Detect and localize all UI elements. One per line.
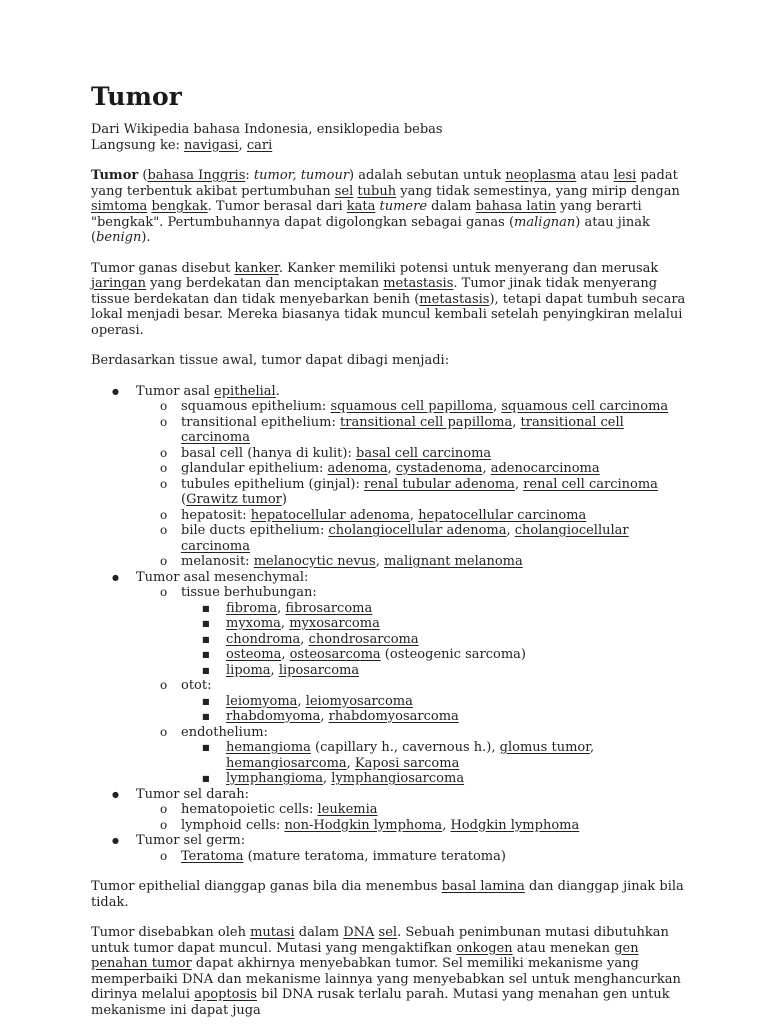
sub-sub-list-item [181,632,691,648]
list-item [91,384,691,570]
tumor-classification-list [91,384,691,865]
wiki-link[interactable]: cholangiocellular adenoma [328,523,507,538]
wiki-link[interactable]: transitional cell carcinoma [181,414,624,445]
wiki-link[interactable]: kata [346,199,376,214]
wiki-link[interactable]: rhabdomyoma [226,709,321,724]
text-run: bil DNA rusak terlalu parah. Mutasi yang menahan gen untuk mekanisme ini dapat juga [91,987,670,1018]
wiki-link[interactable]: lymphangioma [226,771,324,786]
article [91,82,691,1018]
text-run: , [346,755,355,771]
text-run: hematopoietic cells: [181,802,318,817]
navigation-link[interactable]: navigasi [184,137,239,153]
nested-list [136,585,691,787]
sub-list-item [136,508,691,524]
intro-paragraph [91,168,691,246]
epithelial-paragraph [91,879,691,910]
text-run: ). [141,230,151,245]
text-run: , [590,740,595,755]
sub-list-item [136,461,691,477]
nested-list [136,849,691,865]
nested-list [136,399,691,570]
sub-sub-list-item [181,616,691,632]
wiki-link[interactable]: non-Hodgkin lymphoma [284,817,443,833]
wiki-link[interactable]: onkogen [456,940,513,956]
text-run: , [375,554,384,569]
sub-sub-list-item [181,771,691,787]
wiki-link[interactable]: bengkak [151,199,208,214]
nested-list [181,601,691,679]
wiki-link[interactable]: leukemia [317,802,378,817]
text-run: basal cell (hanya di kulit): [181,445,356,461]
sub-sub-list-item [181,694,691,710]
wiki-link[interactable]: squamous cell papilloma [330,399,494,414]
sub-list-item [136,725,691,787]
wiki-link[interactable]: neoplasma [505,168,577,183]
text-run: lymphoid cells: [181,817,285,833]
sub-list-item [136,523,691,554]
text-run: , [280,616,290,631]
wiki-link[interactable]: sel [334,183,354,199]
italic-term: tumor, tumour [253,168,350,183]
nested-list [136,802,691,833]
text-run: ), tetapi dapat tumbuh secara lokal menjadi besar. Mereka biasanya tidak muncul kembali setelah penyingkiran melalui operasi. [91,291,686,338]
text-run: Tumor epithelial dianggap ganas bila dia menembus [91,879,442,894]
text-run: ( [181,492,187,507]
wiki-link[interactable]: lymphangiosarcoma [331,771,465,786]
text-run: melanosit: [181,554,254,569]
text-run: yang berarti "bengkak". Pertumbuhannya dapat digolongkan sebagai ganas ( [91,199,642,230]
text-run: : [245,168,254,183]
jump-label: Langsung ke: [91,137,185,153]
wiki-link[interactable]: kanker [234,260,279,276]
wiki-link[interactable]: basal lamina [441,879,525,894]
wiki-link[interactable]: jaringan [91,276,146,291]
text-run: , [387,461,396,476]
wiki-link[interactable]: squamous cell carcinoma [501,399,669,414]
nested-list [181,694,691,725]
text-run: Tumor sel darah: [136,786,249,802]
text-run: Tumor disebabkan oleh [91,925,251,940]
wiki-link[interactable]: tubuh [357,183,397,199]
text-run: Tumor asal mesenchymal: [136,569,309,585]
text-run: ) adalah sebutan untuk [349,168,506,183]
text-run: Tumor sel germ: [136,833,246,848]
page-title: Tumor [91,82,182,111]
wiki-link[interactable]: hepatocellular carcinoma [418,507,587,523]
wiki-link[interactable]: mutasi [250,925,295,940]
text-run: yang tidak semestinya, yang mirip dengan [396,183,680,199]
wiki-link[interactable]: Kaposi sarcoma [354,755,460,771]
sub-list-item [136,818,691,834]
italic-term: tumere [379,199,428,214]
nested-list [181,740,691,787]
wiki-link[interactable]: adenocarcinoma [490,461,600,476]
wiki-link[interactable]: Grawitz tumor [186,492,282,507]
wiki-link[interactable]: liposarcoma [278,662,360,678]
search-link[interactable]: cari [246,137,273,153]
text-run: . [275,383,280,399]
wiki-link[interactable]: sel [378,925,398,940]
text-run: squamous epithelium: [181,399,331,414]
sub-list-item [136,415,691,446]
text-run: . Tumor jinak tidak menyerang tissue berdekatan dan tidak menyebarkan benih ( [91,276,658,307]
wiki-link[interactable]: metastasis [383,276,454,291]
wiki-link[interactable]: rhabdomyosarcoma [328,709,459,724]
text-run: transitional epithelium: [181,414,341,430]
wiki-link[interactable]: hemangiosarcoma [226,755,347,771]
text-run: tissue berhubungan: [181,585,317,600]
text-run: , [493,399,502,414]
sub-sub-list-item [181,663,691,679]
classification-intro [91,353,691,369]
wiki-link[interactable]: chondrosarcoma [308,631,419,647]
text-run: glandular epithelium: [181,461,328,476]
wiki-link[interactable]: hemangioma [226,740,311,755]
text-run: otot: [181,678,212,693]
text-run: , [512,414,521,430]
text-run: , [323,771,332,786]
sub-list-item [136,477,691,508]
jump-separator: , [238,137,247,153]
text-run: ) atau jinak ( [91,214,650,245]
text-run: yang berdekatan dan menciptakan [145,276,384,291]
wiki-link[interactable]: metastasis [419,291,490,307]
text-run: , [320,709,329,724]
wiki-link[interactable]: Hodgkin lymphoma [450,817,580,833]
wiki-link[interactable]: osteoma [226,647,282,662]
wiki-link[interactable]: leiomyosarcoma [305,693,413,709]
sub-list-item [136,446,691,462]
italic-term: malignan [514,214,576,230]
malignant-paragraph [91,261,691,339]
sub-list-item [136,802,691,818]
text-run: . Kanker memiliki potensi untuk menyerang dan merusak [278,260,659,276]
wiki-link[interactable]: Teratoma [181,848,244,864]
jump-links [91,138,691,154]
text-run: (mature teratoma, immature teratoma) [243,848,506,864]
wiki-link[interactable]: renal cell carcinoma [523,476,658,492]
text-run: tubules epithelium (ginjal): [181,476,365,492]
sub-list-item [136,585,691,678]
wiki-link[interactable]: bahasa latin [475,199,557,214]
text-run: (capillary h., cavernous h.), [310,740,500,755]
text-run: padat yang terbentuk akibat pertumbuhan [91,168,678,199]
text-run: ( [138,168,148,183]
wiki-link[interactable]: basal cell carcinoma [356,445,492,461]
wiki-link[interactable]: DNA [343,925,375,940]
wiki-link[interactable]: simtoma [91,199,148,214]
wiki-link[interactable]: fibroma [226,600,278,616]
text-run: , [482,461,491,476]
text-run: , [409,507,419,523]
text-run: , [277,600,286,616]
text-run: , [297,693,306,709]
wiki-link[interactable]: hepatocellular adenoma [250,507,410,523]
text-run: Berdasarkan tissue awal, tumor dapat dibagi menjadi: [91,353,450,368]
wiki-link[interactable]: adenoma [327,461,388,476]
sub-sub-list-item [181,647,691,663]
wiki-link[interactable]: renal tubular adenoma [364,476,515,492]
text-run: (osteogenic sarcoma) [380,647,526,662]
wiki-link[interactable]: cholangiocellular carcinoma [181,523,629,554]
text-run: , [300,631,309,647]
sub-list-item [136,554,691,570]
wiki-link[interactable]: transitional cell papilloma [340,414,513,430]
text-run: bile ducts epithelium: [181,523,329,538]
bold-term: Tumor [91,168,139,183]
wiki-link[interactable]: myxoma [226,616,281,631]
sub-list-item [136,399,691,415]
wiki-link[interactable]: fibrosarcoma [285,600,373,616]
wiki-link[interactable]: lesi [613,168,637,183]
text-run: , [442,817,451,833]
sub-list-item [136,849,691,865]
wiki-link[interactable]: myxosarcoma [289,616,380,631]
sub-sub-list-item [181,709,691,725]
text-run: endothelium: [181,724,268,740]
text-run: , [281,647,290,662]
wiki-link[interactable]: lipoma [226,662,271,678]
text-run: . Tumor berasal dari [207,199,347,214]
wiki-link[interactable]: leiomyoma [226,693,298,709]
wiki-link[interactable]: gen penahan tumor [91,940,639,971]
wiki-link[interactable]: melanocytic nevus [253,554,376,569]
wiki-link[interactable]: glomus tumor [499,740,591,755]
text-run: , [270,662,279,678]
text-run: . Sebuah penimbunan mutasi dibutuhkan untuk tumor dapat muncul. Mutasi yang mengaktifkan [91,925,669,956]
list-item [91,570,691,787]
sub-sub-list-item [181,601,691,617]
text-run: , [514,476,524,492]
text-run: dalam [427,199,476,214]
text-run: , [506,523,515,538]
cause-paragraph [91,925,691,1018]
text-run: Tumor asal [136,383,215,399]
sub-sub-list-item [181,740,691,771]
text-run: ) [281,492,287,507]
wiki-link[interactable]: chondroma [226,631,301,647]
text-run: atau menekan [512,940,615,956]
list-item [91,787,691,834]
italic-term: benign [96,230,142,245]
text-run: dalam [294,925,344,940]
wiki-link[interactable]: apoptosis [194,987,257,1002]
wiki-link[interactable]: malignant melanoma [383,554,523,569]
text-run: dapat akhirnya menyebabkan tumor. Sel memiliki mekanisme yang memperbaiki DNA dan mekanisme lainnya yang menyebabkan sel untuk menghancurkan dirinya melalui [91,956,681,1002]
text-run: Tumor ganas disebut [91,260,235,276]
wiki-link[interactable]: bahasa Inggris [147,168,246,183]
wiki-link[interactable]: osteosarcoma [289,647,381,662]
wiki-link[interactable]: cystadenoma [395,461,483,476]
text-run: atau [576,168,614,183]
wiki-link[interactable]: epithelial [214,383,276,399]
list-item [91,833,691,864]
article-subtitle: Dari Wikipedia bahasa Indonesia, ensiklopedia bebas [91,122,443,137]
sub-list-item [136,678,691,725]
text-run: hepatosit: [181,507,251,523]
text-run: dan dianggap jinak bila tidak. [91,879,684,910]
